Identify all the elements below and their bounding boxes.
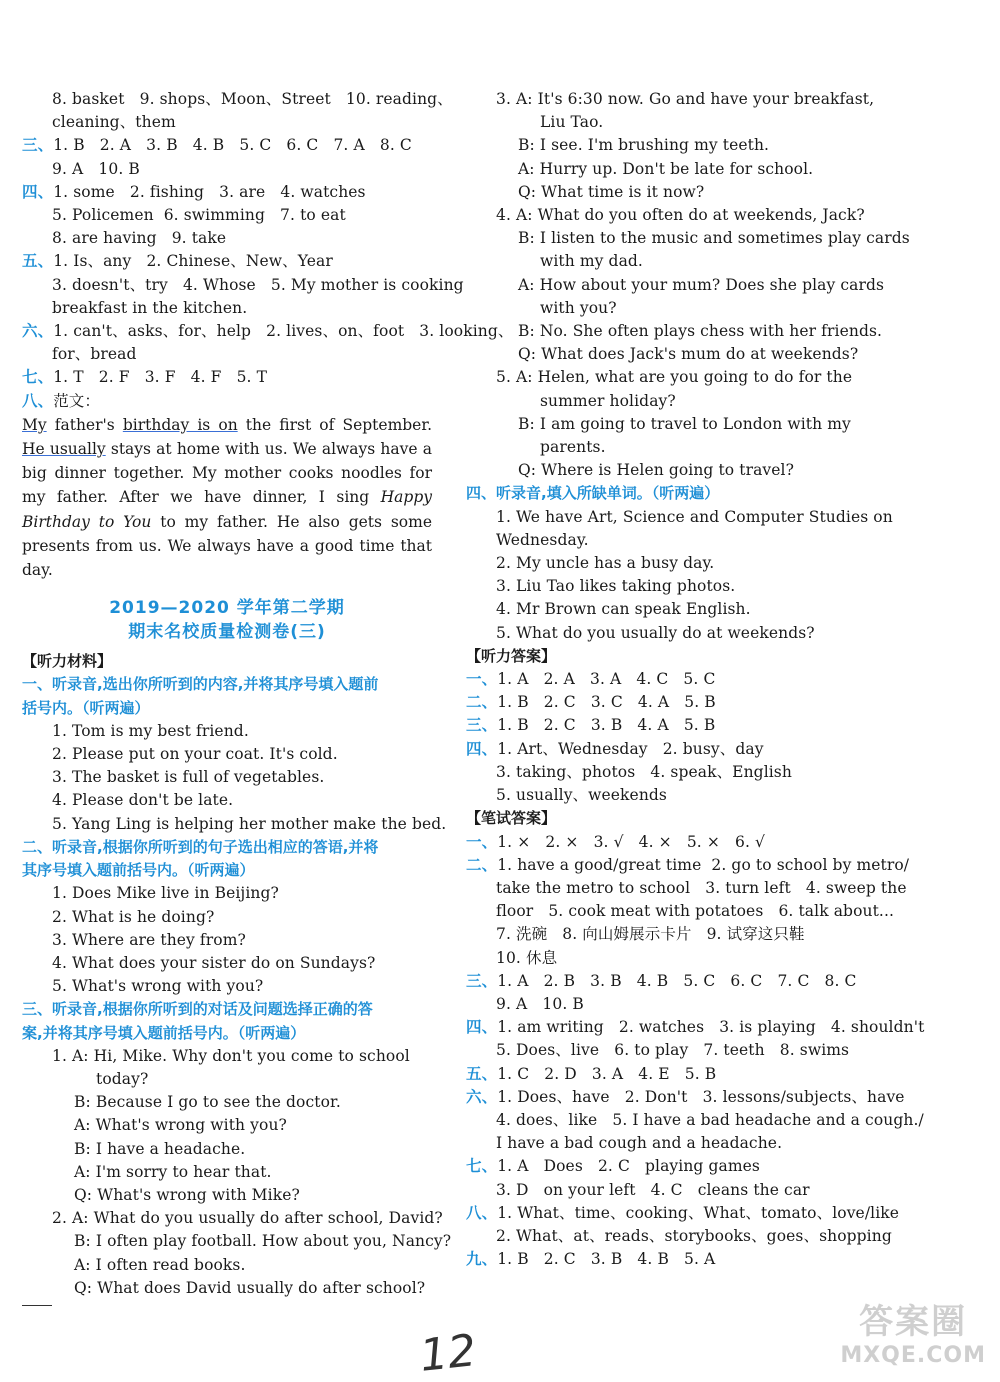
line-text: 9. A 10. B	[52, 159, 140, 178]
text-line	[22, 1277, 432, 1300]
text-line	[466, 1063, 876, 1086]
text-line	[466, 88, 876, 111]
text-line	[466, 668, 876, 691]
line-text: 5. A: Helen, what are you going to do for the	[496, 368, 853, 387]
text-line	[22, 204, 432, 227]
line-text: Q: What does Jack's mum do at weekends?	[518, 345, 859, 364]
section-marker: 一、	[466, 670, 498, 689]
text-line	[22, 88, 453, 111]
underlined-phrase: He usually	[22, 440, 106, 459]
text-line	[22, 1254, 432, 1277]
text-line	[22, 250, 432, 273]
text-line	[466, 436, 876, 459]
section-marker: 四、	[466, 739, 498, 758]
line-text: B: I listen to the music and sometimes play cards	[518, 229, 910, 248]
text-line	[466, 877, 907, 900]
text-line	[466, 1248, 876, 1271]
section-heading: 四、听录音,填入所缺单词。（听两遍）	[466, 484, 720, 503]
line-text: 3. doesn't、try 4. Whose 5. My mother is cooking	[52, 275, 464, 294]
section-marker: 八、	[22, 391, 54, 410]
text-line	[466, 761, 876, 784]
line-text: 3. A: It's 6:30 now. Go and have your breakfast,	[496, 90, 875, 108]
text-line	[466, 390, 876, 413]
text-line	[466, 320, 883, 343]
answer-block-label: 【笔试答案】	[466, 809, 557, 828]
underlined-phrase: birthday is on	[122, 415, 238, 434]
answer-list-top	[22, 88, 514, 413]
line-text: 2. Please put on your coat. It's cold.	[52, 745, 338, 764]
line-text: for、bread	[52, 345, 137, 364]
line-text: 5. Does、live 6. to play 7. teeth 8. swims	[496, 1041, 850, 1060]
section-marker: 一、	[466, 832, 498, 851]
line-text: 1. can't、asks、for、help 2. lives、on、foot 3. looking、	[53, 322, 514, 341]
section-heading: 括号内。（听两遍）	[22, 698, 150, 717]
section-marker: 五、	[466, 1064, 498, 1083]
text-line	[22, 952, 432, 975]
text-line	[466, 1202, 900, 1225]
line-text: 4. does、like 5. I have a bad headache and a cough./	[496, 1110, 924, 1129]
text-line	[22, 1091, 432, 1114]
line-text: 1. T 2. F 3. F 4. F 5. T	[53, 368, 268, 387]
text-line	[466, 575, 876, 598]
section-marker: 六、	[466, 1087, 498, 1106]
text-line	[466, 1016, 925, 1039]
line-text: A: Hurry up. Don't be late for school.	[518, 159, 814, 178]
section-heading: 一、听录音,选出你所听到的内容,并将其序号填入题前	[22, 675, 379, 694]
text-line	[22, 789, 432, 812]
line-text: 10. 休息	[496, 948, 558, 967]
listening-material-label: 【听力材料】	[22, 652, 113, 671]
song-title: Happy Birthday to You	[22, 488, 432, 531]
section-marker: 四、	[22, 182, 54, 201]
text-line	[22, 1184, 432, 1207]
section-marker: 八、	[466, 1203, 498, 1222]
section-marker: 二、	[466, 855, 498, 874]
exam-title-line1: 2019—2020 学年第二学期	[109, 598, 345, 619]
text-line	[22, 1230, 452, 1253]
text-line	[22, 743, 432, 766]
text-line	[22, 929, 432, 952]
text-line	[466, 297, 876, 320]
line-text: Wednesday.	[496, 530, 589, 549]
line-text: breakfast in the kitchen.	[52, 298, 248, 317]
line-text: 1. A 2. A 3. A 4. C 5. C	[497, 670, 716, 689]
text-line	[466, 598, 876, 621]
text-line	[466, 343, 876, 366]
section-marker: 六、	[22, 322, 54, 341]
line-text: 5. What do you usually do at weekends?	[496, 623, 815, 642]
section-marker: 三、	[466, 971, 498, 990]
text-line	[466, 831, 876, 854]
text-line	[466, 134, 876, 157]
watermark-url: MXQE.COM	[840, 1343, 986, 1368]
text-line	[466, 1179, 876, 1202]
text-line	[466, 923, 876, 946]
text-line	[466, 622, 876, 645]
line-text: 7. 洗碗 8. 向山姆展示卡片 9. 试穿这只鞋	[496, 925, 805, 944]
sample-essay: My father's birthday is on the first of September. He usually stays at home with us. We always have a big dinner together. My mother cooks noodles for my father. After we have dinner, I sing Happy Birthday to You to my father. He also gets some presents from us. We always have a good time that day.	[22, 415, 432, 580]
text-line	[22, 1161, 432, 1184]
line-text: 3. Where are they from?	[52, 930, 246, 949]
line-text: 1. some 2. fishing 3. are 4. watches	[53, 182, 366, 201]
watermark	[840, 1294, 986, 1368]
line-text: 4. What does your sister do on Sundays?	[52, 953, 376, 972]
section-marker: 五、	[22, 252, 54, 271]
line-text: B: I see. I'm brushing my teeth.	[518, 136, 770, 155]
line-text: A: I'm sorry to hear that.	[74, 1162, 272, 1181]
line-text: cleaning、them	[52, 113, 176, 132]
text-line	[22, 766, 432, 789]
line-text: 9. A 10. B	[496, 994, 584, 1013]
line-text: today?	[96, 1069, 149, 1088]
line-text: 1. Does、have 2. Don't 3. lessons/subjects、have	[497, 1087, 905, 1106]
line-text: 1. A: Hi, Mike. Why don't you come to school	[52, 1046, 410, 1065]
line-text: 8. are having 9. take	[52, 229, 227, 248]
text-line	[466, 1155, 876, 1178]
listening-material	[22, 673, 452, 1299]
text-line	[466, 250, 876, 273]
text-line	[22, 227, 432, 250]
text-line	[466, 529, 876, 552]
line-text: A: What's wrong with you?	[74, 1116, 287, 1135]
text-line	[22, 882, 432, 905]
line-text: 范文：	[53, 391, 101, 410]
text-line	[466, 204, 876, 227]
line-text: with you?	[540, 298, 617, 317]
text-line	[22, 158, 432, 181]
section-heading: 三、听录音,根据你所听到的对话及问题选择正确的答	[22, 1000, 373, 1019]
text-line	[466, 714, 876, 737]
line-text: 4. Mr Brown can speak English.	[496, 600, 751, 619]
line-text: 1. C 2. D 3. A 4. E 5. B	[497, 1064, 717, 1083]
text-line	[466, 1086, 905, 1109]
line-text: parents.	[540, 438, 606, 457]
line-text: 3. Liu Tao likes taking photos.	[496, 577, 736, 596]
exam-title-line2: 期末名校质量检测卷(三)	[128, 622, 326, 643]
line-text: 4. Please don't be late.	[52, 791, 234, 810]
line-text: Q: What time is it now?	[518, 182, 705, 201]
answer-list-right	[466, 88, 925, 1271]
line-text: I have a bad cough and a headache.	[496, 1134, 783, 1153]
line-text: 1. B 2. A 3. B 4. B 5. C 6. C 7. A 8. C	[53, 136, 412, 155]
text-line	[22, 111, 432, 134]
text-line	[466, 900, 894, 923]
line-text: 2. What、at、reads、storybooks、goes、shopping	[496, 1226, 892, 1245]
line-text: 1. What、time、cooking、What、tomato、love/like	[497, 1203, 900, 1222]
text-line	[466, 552, 876, 575]
line-text: 3. D on your left 4. C cleans the car	[496, 1180, 810, 1199]
line-text: 1. Is、any 2. Chinese、New、Year	[53, 252, 333, 271]
right-column	[466, 88, 925, 1271]
text-line	[466, 459, 876, 482]
text-line	[22, 274, 464, 297]
line-text: B: I have a headache.	[74, 1139, 246, 1158]
section-marker: 三、	[466, 716, 498, 735]
line-text: 2. A: What do you usually do after school, David?	[52, 1209, 443, 1228]
line-text: B: No. She often plays chess with her friends.	[518, 322, 883, 341]
section-marker: 七、	[22, 368, 54, 387]
line-text: 2. What is he doing?	[52, 907, 215, 926]
text-line	[22, 1068, 432, 1091]
line-text: 8. basket 9. shops、Moon、Street 10. reading、	[52, 90, 453, 108]
line-text: B: I am going to travel to London with my	[518, 414, 851, 433]
line-text: 1. have a good/great time 2. go to school by metro/	[497, 855, 910, 874]
text-line	[466, 366, 876, 389]
line-text: 1. B 2. C 3. B 4. B 5. A	[497, 1250, 716, 1269]
text-line	[466, 970, 876, 993]
section-marker: 四、	[466, 1018, 498, 1037]
line-text: 1. B 2. C 3. C 4. A 5. B	[497, 693, 716, 712]
line-text: 1. We have Art, Science and Computer Studies on	[496, 507, 893, 526]
line-text: 5. Policemen 6. swimming 7. to eat	[52, 206, 346, 225]
text-line	[22, 975, 432, 998]
text-line	[22, 1114, 432, 1137]
line-text: 1. am writing 2. watches 3. is playing 4. shouldn't	[497, 1018, 925, 1037]
text-line	[466, 158, 876, 181]
line-text: take the metro to school 3. turn left 4. sweep the	[496, 878, 907, 897]
text-line	[22, 720, 432, 743]
section-marker: 三、	[22, 136, 54, 155]
line-text: B: I often play football. How about you, Nancy?	[74, 1232, 452, 1251]
text-line	[22, 906, 432, 929]
line-text: A: How about your mum? Does she play cards	[518, 275, 885, 294]
line-text: 1. A 2. B 3. B 4. B 5. C 6. C 7. C 8. C	[497, 971, 857, 990]
text-line	[22, 390, 432, 413]
line-text: 3. taking、photos 4. speak、English	[496, 762, 792, 781]
text-line	[466, 111, 876, 134]
text-line	[466, 1132, 876, 1155]
section-marker: 二、	[466, 693, 498, 712]
text-line	[466, 784, 876, 807]
text-line	[22, 343, 432, 366]
line-text: 1. Tom is my best friend.	[52, 721, 249, 740]
line-text: 4. A: What do you often do at weekends, Jack?	[496, 206, 865, 225]
text-line	[466, 1225, 892, 1248]
text-line	[22, 1045, 432, 1068]
line-text: 5. What's wrong with you?	[52, 977, 264, 996]
text-line	[466, 227, 910, 250]
section-marker: 九、	[466, 1250, 498, 1269]
text-line	[466, 947, 876, 970]
text-line	[22, 181, 432, 204]
line-text: with my dad.	[540, 252, 643, 271]
answer-block-label: 【听力答案】	[466, 646, 557, 665]
text-line	[466, 738, 876, 761]
text-line	[466, 1109, 924, 1132]
text-line	[466, 274, 885, 297]
text-line	[22, 1207, 443, 1230]
text-line	[22, 297, 432, 320]
text-line	[466, 854, 910, 877]
text-line	[466, 1039, 876, 1062]
line-text: floor 5. cook meat with potatoes 6. talk about...	[496, 902, 894, 921]
text-line	[22, 813, 447, 836]
underlined-phrase: My	[22, 415, 47, 434]
text-line	[22, 366, 432, 389]
line-text: A: I often read books.	[74, 1255, 246, 1274]
text-line	[466, 506, 893, 529]
line-text: summer holiday?	[540, 391, 676, 410]
line-text: 3. The basket is full of vegetables.	[52, 768, 325, 787]
section-heading: 二、听录音,根据你所听到的句子选出相应的答语,并将	[22, 837, 379, 856]
line-text: Q: What does David usually do after school?	[74, 1278, 426, 1297]
text-line	[466, 413, 876, 436]
page-number: 12	[417, 1325, 479, 1382]
line-text: B: Because I go to see the doctor.	[74, 1093, 341, 1112]
line-text: 2. My uncle has a busy day.	[496, 554, 715, 573]
text-line	[466, 181, 876, 204]
section-marker: 七、	[466, 1157, 498, 1176]
line-text: 1. × 2. × 3. √ 4. × 5. × 6. √	[497, 832, 766, 851]
text-line	[22, 320, 514, 343]
footer-rule	[22, 1305, 52, 1306]
section-heading: 案,并将其序号填入题前括号内。（听两遍）	[22, 1023, 306, 1042]
line-text: 1. Does Mike live in Beijing?	[52, 884, 279, 903]
line-text: 1. B 2. C 3. B 4. A 5. B	[497, 716, 716, 735]
text-line	[22, 1138, 432, 1161]
line-text: 1. A Does 2. C playing games	[497, 1157, 760, 1176]
line-text: Q: Where is Helen going to travel?	[518, 461, 795, 480]
line-text: 5. Yang Ling is helping her mother make the bed.	[52, 814, 447, 833]
text-line	[22, 134, 432, 157]
text-line	[466, 993, 876, 1016]
line-text: 5. usually、weekends	[496, 786, 667, 805]
line-text: Q: What's wrong with Mike?	[74, 1185, 300, 1204]
line-text: 1. Art、Wednesday 2. busy、day	[497, 739, 764, 758]
watermark-logo-text: 答案圈	[859, 1302, 968, 1342]
text-line	[466, 691, 876, 714]
line-text: Liu Tao.	[540, 113, 604, 132]
section-heading: 其序号填入题前括号内。（听两遍）	[22, 861, 255, 880]
